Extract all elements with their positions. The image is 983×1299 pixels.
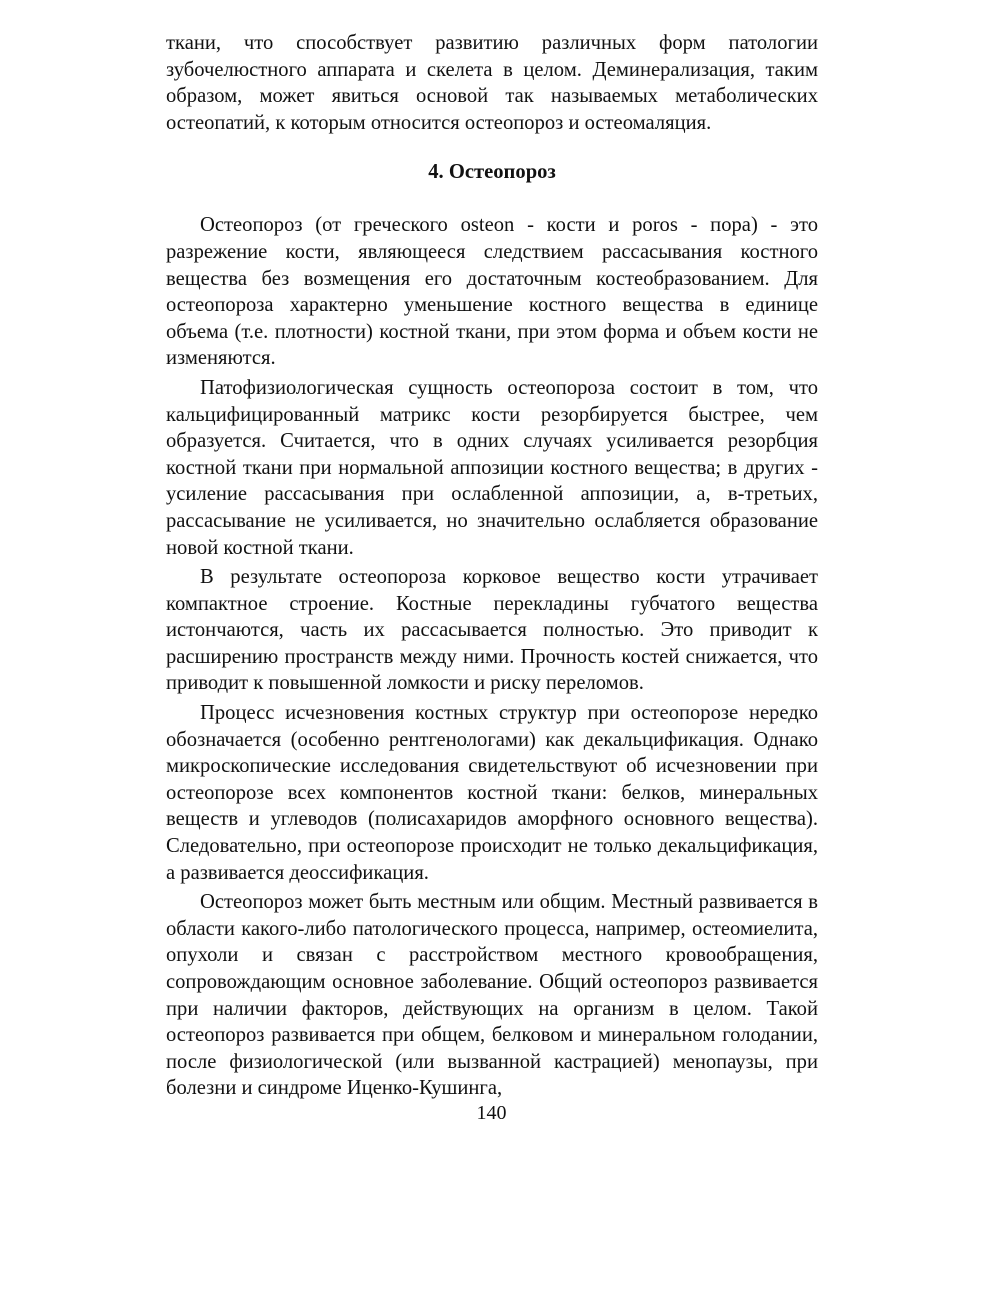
paragraph-local-general: Остеопороз может быть местным или общим. Местный развивается в области какого-либо патологического процесса, например, остеомиелита, опухоли и связан с расстройством местного кровообращения, сопровождающим основное заболевание. Общий остеопороз развивается при наличии факторов, действующих на организм в целом. Такой остеопороз развивается при общем, белковом и минеральном голодании, после физиологической (или вызванной кастрацией) менопаузы, при болезни и синдроме Иценко-Кушинга, (166, 891, 818, 1100)
paragraph-definition: Остеопороз (от греческого osteon - кости и poros - пора) - это разрежение кости, являющееся следствием рассасывания костного вещества без возмещения его достаточным костеобразованием. Для остеопороза характерно уменьшение костного вещества в единице объема (т.е. плотности) костной ткани, при этом форма и объем кости не изменяются. (166, 214, 818, 370)
intro-paragraph: ткани, что способствует развитию различных форм патологии зубочелюстного аппарата и скелета в целом. Деминерализация, таким образом, может явиться основой так называемых метаболических остеопатий, к которым относится остеопороз и остеомаляция. (166, 32, 818, 134)
section-heading: 4. Остеопороз (428, 161, 556, 184)
paragraph-pathophysiology: Патофизиологическая сущность остеопороза состоит в том, что кальцифицированный матрикс кости резорбируется быстрее, чем образуется. Считается, что в одних случаях усиливается резорбция костной ткани при нормальной аппозиции костного вещества; в других - усиление рассасывания при ослабленной аппозиции, а, в-третьих, рассасывание не усиливается, но значительно ослабляется образование новой костной ткани. (166, 376, 818, 559)
document-page (166, 30, 818, 1105)
paragraph-result: В результате остеопороза корковое вещество кости утрачивает компактное строение. Костные перекладины губчатого вещества истончаются, часть их рассасывается полностью. Это приводит к расширению пространств между ними. Прочность костей снижается, что приводит к повышенной ломкости и риску переломов. (166, 566, 818, 695)
page-number: 140 (476, 1102, 507, 1124)
paragraph-decalcification: Процесс исчезновения костных структур при остеопорозе нередко обозначается (особенно рентгенологами) как декальцификация. Однако микроскопические исследования свидетельствуют об исчезновении при остеопорозе всех компонентов костной ткани: белков, минеральных веществ и углеводов (полисахаридов аморфного основного вещества). Следовательно, при остеопорозе происходит не только декальцификация, а развивается деоссификация. (166, 702, 818, 884)
